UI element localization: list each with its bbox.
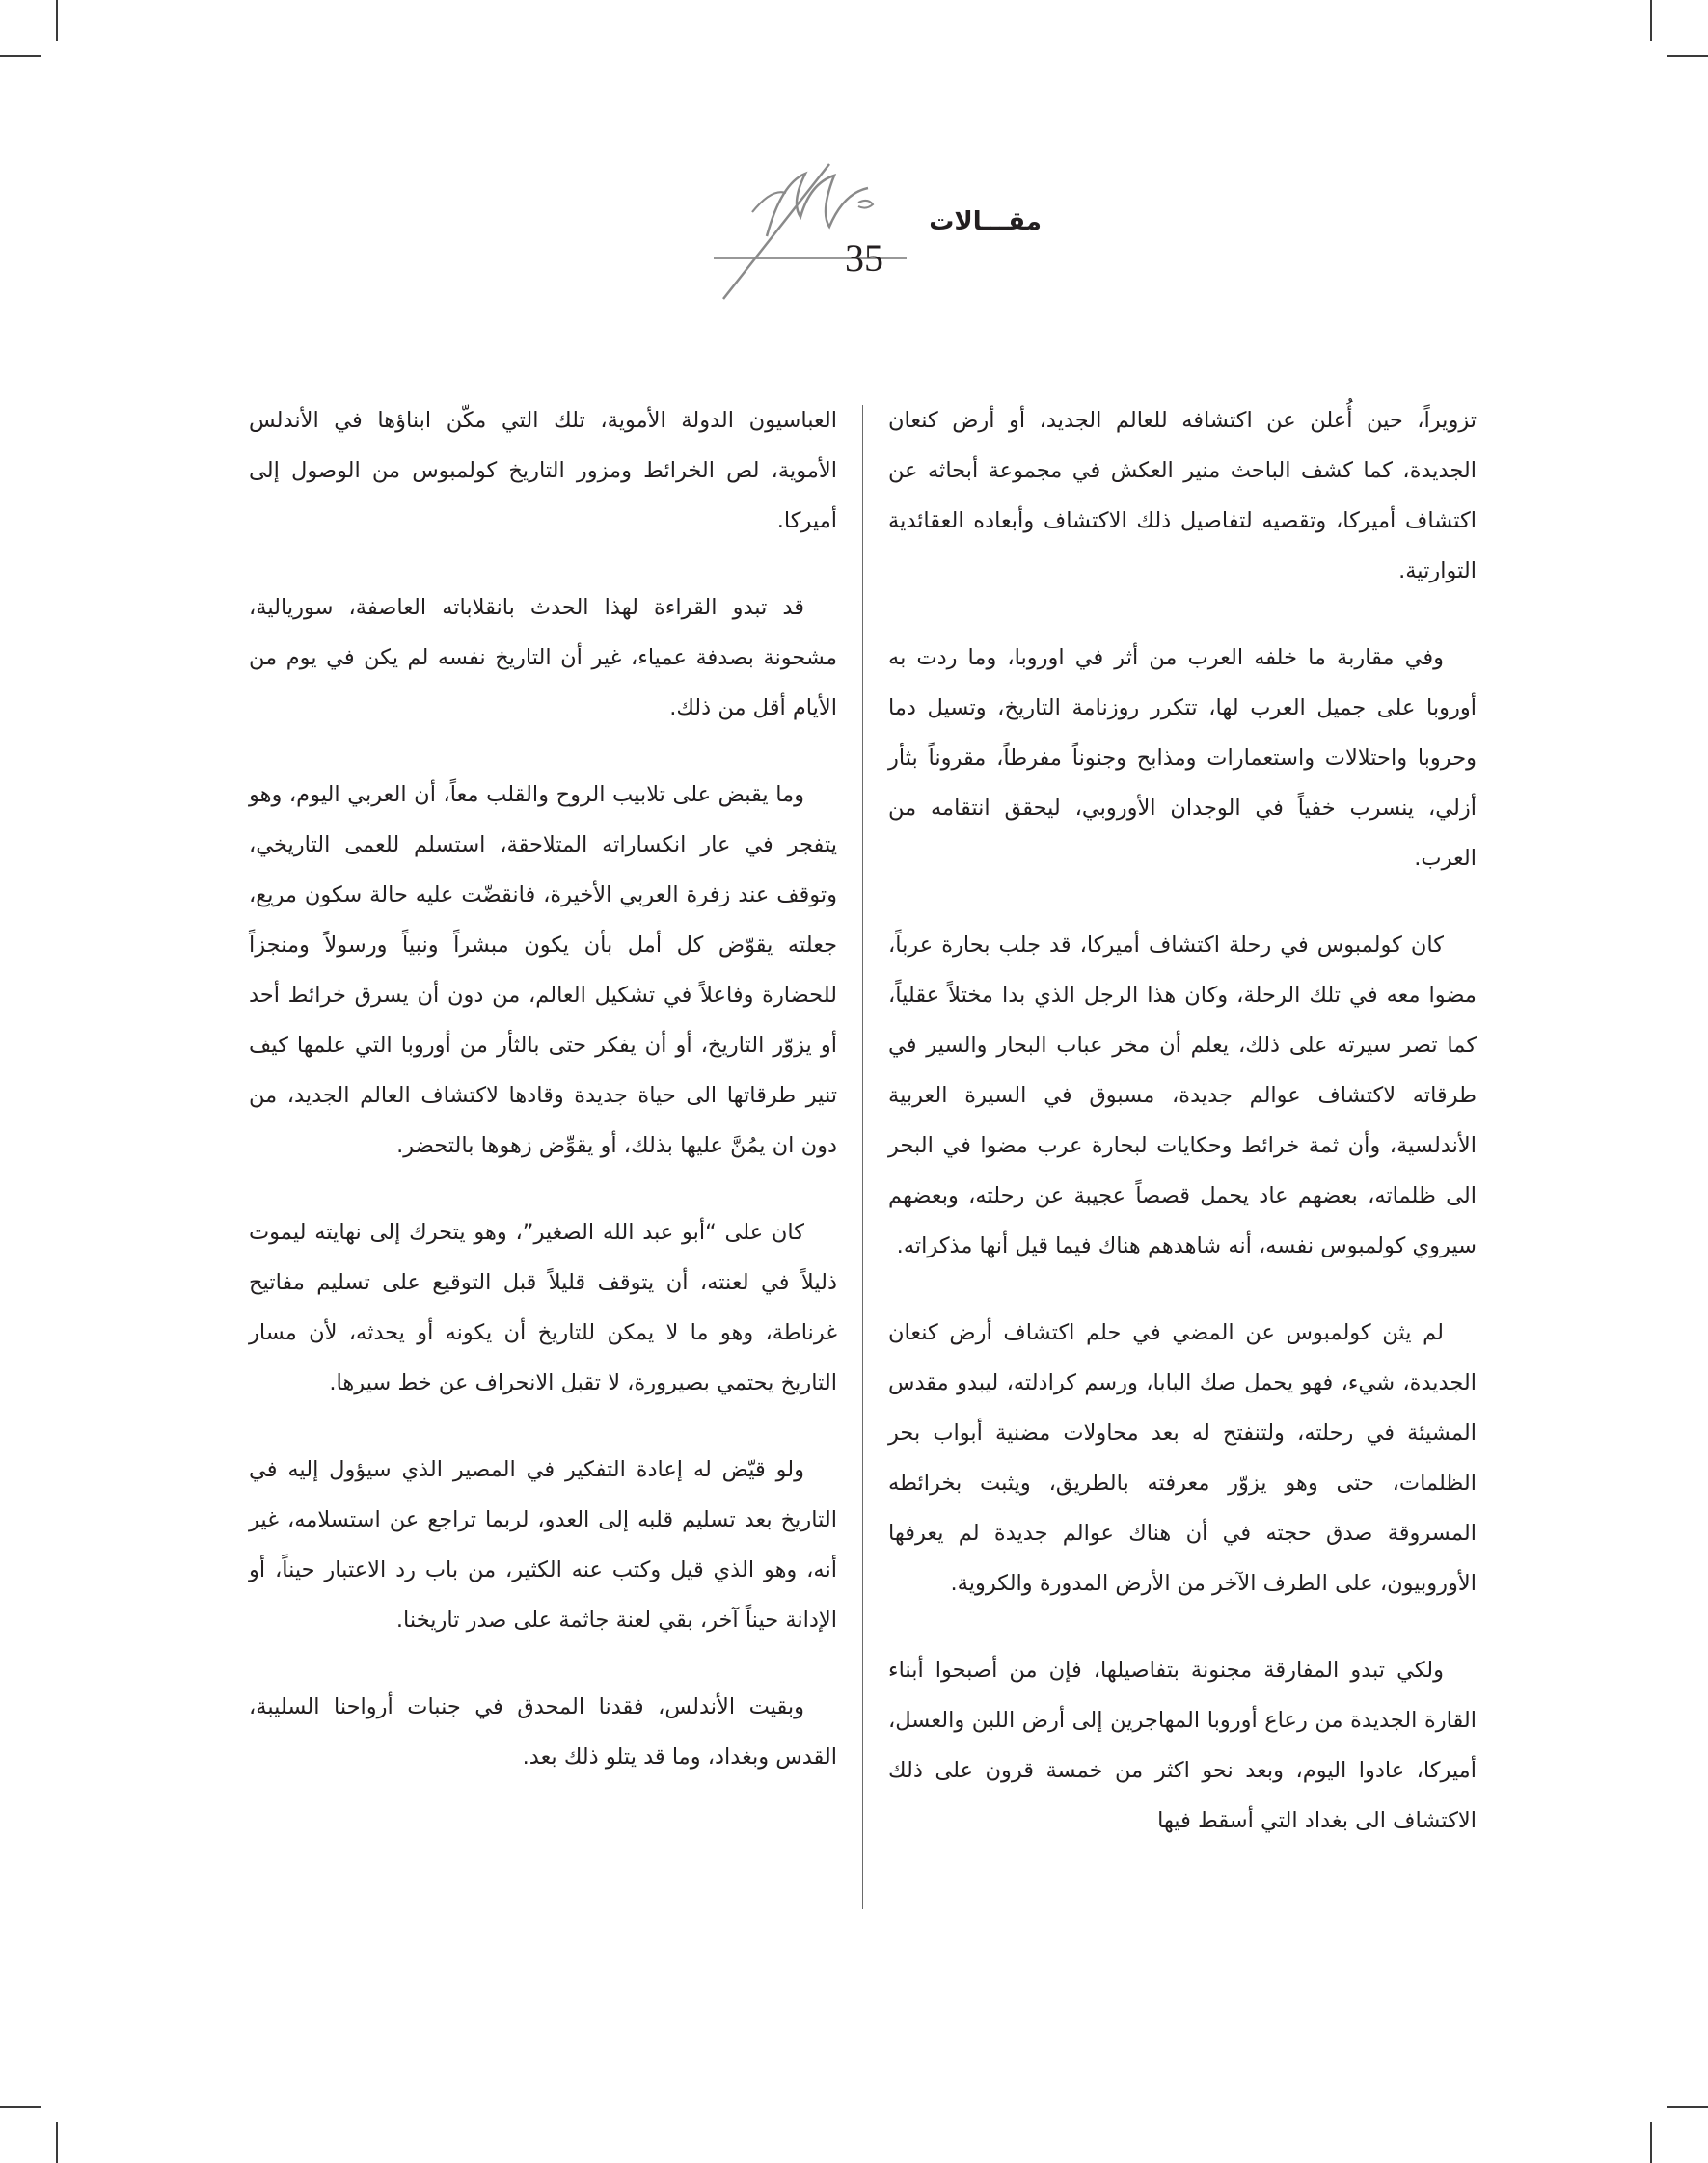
crop-mark-top-left-horizontal xyxy=(0,55,41,57)
crop-mark-bottom-right-horizontal xyxy=(1667,2106,1708,2108)
crop-mark-bottom-left-horizontal xyxy=(0,2106,41,2108)
paragraph: قد تبدو القراءة لهذا الحدث بانقلاباته العاصفة، سوريالية، مشحونة بصدفة عمياء، غير أن التاريخ نفسه لم يكن في يوم من الأيام أقل من ذلك. xyxy=(249,595,837,720)
paragraph: ولو قيّض له إعادة التفكير في المصير الذي سيؤول إليه في التاريخ بعد تسليم قلبه إلى العدو، لربما تراجع عن استسلامه، غير أنه، وهو الذي قيل وكتب عنه الكثير، من باب رد الاعتبار حيناً، أو الإدانة حيناً آخر، بقي لعنة جاثمة على صدر تاريخنا. xyxy=(249,1457,837,1633)
page-header xyxy=(714,145,1042,309)
column-divider xyxy=(862,405,863,1909)
left-column xyxy=(249,395,837,1819)
crop-mark-bottom-left-vertical xyxy=(56,2122,58,2163)
crop-mark-top-right-horizontal xyxy=(1667,55,1708,57)
right-column xyxy=(888,395,1477,1882)
paragraph: لم يثن كولمبوس عن المضي في حلم اكتشاف أرض كنعان الجديدة، شيء، فهو يحمل صك البابا، ورسم كرادلته، ليبدو مقدس المشيئة في رحلته، ولتنفتح له بعد محاولات مضنية أبواب بحر الظلمات، حتى وهو يزوّر معرفته بالطريق، ويثبت بخرائطه المسروقة صدق حجته في أن هناك عوالم جديدة لم يعرفها الأوروبيون، على الطرف الآخر من الأرض المدورة والكروية. xyxy=(888,1320,1477,1596)
paragraph: وفي مقاربة ما خلفه العرب من أثر في اوروبا، وما ردت به أوروبا على جميل العرب لها، تتكرر روزنامة التاريخ، وتسيل دما وحروبا واحتلالات واستعمارات ومذابح وجنوناً مفرطاً، مقروناً بثأر أزلي، ينسرب خفياً في الوجدان الأوروبي، ليحقق انتقامه من العرب. xyxy=(888,645,1477,871)
paragraph: ولكي تبدو المفارقة مجنونة بتفاصيلها، فإن من أصبحوا أبناء القارة الجديدة من رعاع أوروبا المهاجرين إلى أرض اللبن والعسل، أميركا، عادوا اليوم، وبعد نحو اكثر من خمسة قرون على ذلك الاكتشاف الى بغداد التي أسقط فيها xyxy=(888,1658,1477,1833)
crop-mark-top-right-vertical xyxy=(1650,0,1652,41)
paragraph: تزويراً، حين أُعلن عن اكتشافه للعالم الجديد، أو أرض كنعان الجديدة، كما كشف الباحث منير العكش في مجموعة أبحاثه عن اكتشاف أميركا، وتقصيه لتفاصيل ذلك الاكتشاف وأبعاده العقائدية التوارتية. xyxy=(888,408,1477,583)
paragraph: كان كولمبوس في رحلة اكتشاف أميركا، قد جلب بحارة عرباً، مضوا معه في تلك الرحلة، وكان هذا الرجل الذي بدا مختلاً عقلياً، كما تصر سيرته على ذلك، يعلم أن مخر عباب البحار والسير في طرقاته لاكتشاف عوالم جديدة، مسبوق في السيرة العربية الأندلسية، وأن ثمة خرائط وحكايات لبحارة عرب مضوا في البحر الى ظلماته، بعضهم عاد يحمل قصصاً عجيبة عن رحلته، وبعضهم سيروي كولمبوس نفسه، أنه شاهدهم هناك فيما قيل أنها مذكراته. xyxy=(888,933,1477,1258)
section-label: مقـــالات xyxy=(929,207,1042,236)
paragraph: العباسيون الدولة الأموية، تلك التي مكّن ابناؤها في الأندلس الأموية، لص الخرائط ومزور التاريخ كولمبوس من الوصول إلى أميركا. xyxy=(249,408,837,533)
crop-mark-top-left-vertical xyxy=(56,0,58,41)
crop-mark-bottom-right-vertical xyxy=(1650,2122,1652,2163)
magazine-logo-icon xyxy=(714,145,916,309)
paragraph: كان على “أبو عبد الله الصغير”، وهو يتحرك إلى نهايته ليموت ذليلاً في لعنته، أن يتوقف قليلاً قبل التوقيع على تسليم مفاتيح غرناطة، وهو ما لا يمكن للتاريخ أن يكونه أو يحدثه، لأن مسار التاريخ يحتمي بصيرورة، لا تقبل الانحراف عن خط سيرها. xyxy=(249,1220,837,1395)
page-number: 35 xyxy=(845,236,883,280)
paragraph: وما يقبض على تلابيب الروح والقلب معاً، أن العربي اليوم، وهو يتفجر في عار انكساراته المتلاحقة، استسلم للعمى التاريخي، وتوقف عند زفرة العربي الأخيرة، فانقضّت عليه حالة سكون مريع، جعلته يقوّض كل أمل بأن يكون مبشراً ونبياً ورسولاً ومنجزاً للحضارة وفاعلاً في تشكيل العالم، من دون أن يسرق خرائط أحد أو يزوّر التاريخ، أو أن يفكر حتى بالثأر من أوروبا التي علمها كيف تنير طرقاتها الى حياة جديدة وقادها لاكتشاف العالم الجديد، من دون ان يمُنَّ عليها بذلك، أو يقوِّض زهوها بالتحضر. xyxy=(249,782,837,1158)
paragraph: وبقيت الأندلس، فقدنا المحدق في جنبات أرواحنا السليبة، القدس وبغداد، وما قد يتلو ذلك بعد. xyxy=(249,1694,837,1770)
